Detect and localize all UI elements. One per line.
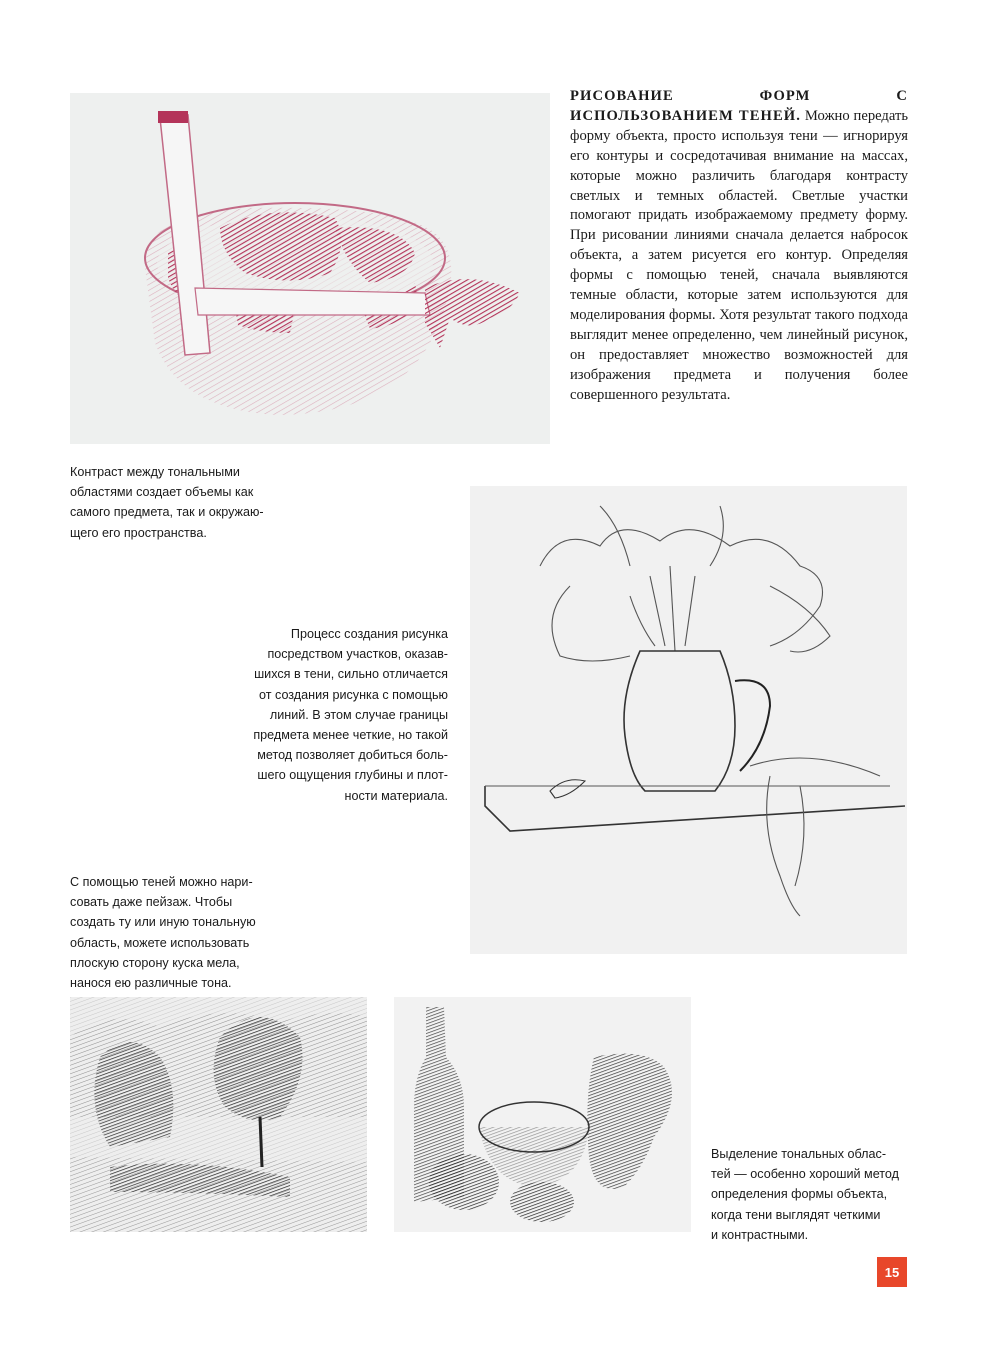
page-number-badge: 15 <box>877 1257 907 1287</box>
bowl-drawing-image <box>70 93 550 444</box>
caption-line: область, можете использовать <box>70 935 250 950</box>
caption-line: С помощью теней можно нари- <box>70 875 253 889</box>
caption-line: Выделение тональных облас- <box>711 1147 887 1161</box>
caption-tonal <box>711 1144 911 1245</box>
jug-flowers-drawing-image <box>470 486 907 954</box>
caption-line: областями создает объемы как <box>70 485 254 500</box>
caption-line: шихся в тени, сильно отличается <box>254 667 448 682</box>
caption-line: метод позволяет добиться боль- <box>257 748 448 763</box>
landscape-drawing-image <box>70 997 367 1232</box>
caption-line: посредством участков, оказав- <box>267 647 448 662</box>
section-body: Можно передать форму объекта, просто используя тени — игнорируя его контуры и сосредотачивая внимание на массах, которые можно различить благодаря контрасту светлых и темных областей. Светлые участки помогают придать изображаемому предмету форму. При рисовании линиями сначала делается набросок объекта, а затем рисуется его контур. Определяя формы с помощью теней, сначала выявляются темные области, которые затем используются для моделирования формы. Хотя результат такого подхода выглядит менее определенно, чем линейный рисунок, он предоставляет множество возможностей для изображения предмета и получения более совершенного результата. <box>570 107 908 403</box>
caption-line: Контраст между тональными <box>70 465 240 479</box>
section-heading: РИСОВАНИЕ ФОРМ С ИСПОЛЬЗОВАНИЕМ ТЕНЕЙ. <box>570 88 908 124</box>
caption-line: нанося ею различные тона. <box>70 976 232 991</box>
caption-line: и контрастными. <box>711 1227 809 1242</box>
caption-line: совать даже пейзаж. Чтобы <box>70 895 233 910</box>
main-text-block <box>570 87 908 406</box>
caption-landscape <box>70 872 310 993</box>
caption-line: тей — особенно хороший метод <box>711 1167 899 1182</box>
caption-bowl <box>70 462 310 543</box>
caption-line: линий. В этом случае границы <box>269 707 448 722</box>
still-life-drawing-image <box>394 997 691 1232</box>
caption-line: Процесс создания рисунка <box>290 627 448 641</box>
caption-process <box>240 624 448 806</box>
caption-line: предмета менее четкие, но такой <box>253 728 448 743</box>
caption-line: шего ощущения глубины и плот- <box>257 768 448 783</box>
caption-line: когда тени выглядят четкими <box>711 1207 881 1222</box>
caption-line: определения формы объекта, <box>711 1187 888 1202</box>
caption-line: плоскую сторону куска мела, <box>70 955 240 970</box>
caption-line: создать ту или иную тональную <box>70 915 256 930</box>
caption-line: от создания рисунка с помощью <box>259 687 448 702</box>
caption-line: щего его пространства. <box>70 525 207 540</box>
caption-line: ности материала. <box>344 788 448 803</box>
caption-line: самого предмета, так и окружаю- <box>70 505 264 520</box>
